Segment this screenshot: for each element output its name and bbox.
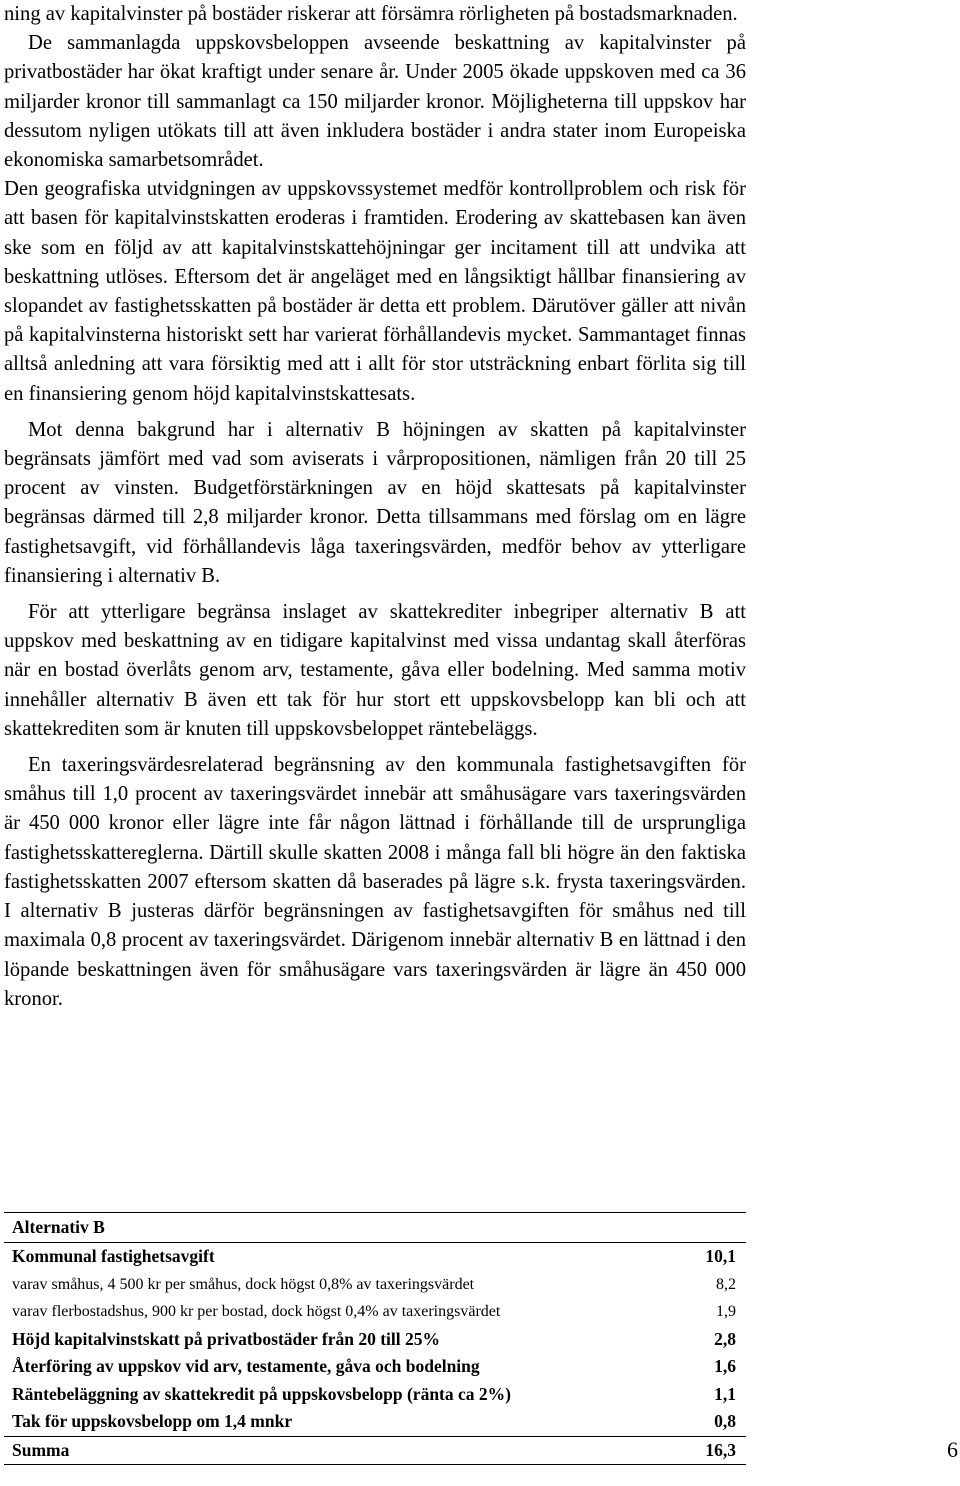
row-label: varav småhus, 4 500 kr per småhus, dock högst 0,8% av taxeringsvärdet — [12, 1275, 475, 1293]
sum-value: 16,3 — [705, 1439, 736, 1460]
paragraph-tax-credits: För att ytterligare begränsa inslaget av skattekrediter inbegriper alternativ B att uppskov med beskattning av en tidigare kapitalvinst med vissa undantag skall återföras när en bostad överlåts genom arv, testamente, gåva eller bodelning. Med samma motiv innehåller alternativ B även ett tak för hur stort ett uppskovsbelopp kan bli och att skattekrediten som är knuten till uppskovsbeloppet räntebeläggs. — [4, 601, 746, 740]
paragraph-uppskov-amounts: De sammanlagda uppskovsbeloppen avseende beskattning av kapitalvinster på privatbostäder har ökat kraftigt under senare år. Under 2005 ökade uppskoven med ca 36 miljarder kronor till sammanlagt ca 150 miljarder kronor. Möjligheterna till uppskov har dessutom nyligen utökats till att även inkludera bostäder i andra stater inom Europeiska ekonomiska samarbetsområdet. — [4, 32, 746, 172]
row-value: 2,8 — [714, 1328, 736, 1349]
table-row — [4, 1243, 746, 1271]
row-value: 1,6 — [714, 1356, 736, 1376]
table-row — [4, 1408, 746, 1436]
paragraph-property-fee-limit: En taxeringsvärdesrelaterad begränsning av den kommunala fastighetsavgiften för småhus till 1,0 procent av taxeringsvärdet innebär att småhusägare vars taxeringsvärden är 450 000 kronor eller lägre inte får någon lättnad i förhållande till de ursprungliga fastighetsskattereglerna. Därtill skulle skatten 2008 i många fall bli högre än den faktiska fastighetsskatten 2007 eftersom skatten då baserades på lägre s.k. frysta taxeringsvärden. I alternativ B justeras därför begränsningen av fastighetsavgiften för småhus ned till maximala 0,8 procent av taxeringsvärdet. Därigenom innebär alternativ B en lättnad i den löpande beskattningen även för småhusägare vars taxeringsvärden är lägre än 450 000 kronor. — [4, 754, 746, 1010]
row-value: 1,9 — [716, 1303, 736, 1320]
row-label: Höjd kapitalvinstskatt på privatbostäder från 20 till 25% — [12, 1328, 440, 1349]
sum-label: Summa — [12, 1439, 70, 1460]
paragraph-continuation: ning av kapitalvinster på bostäder riskerar att försämra rörligheten på bostadsmarknaden. — [4, 3, 738, 25]
row-label: varav flerbostadshus, 900 kr per bostad, dock högst 0,4% av taxeringsvärdet — [12, 1303, 501, 1320]
row-label: Kommunal fastighetsavgift — [12, 1246, 215, 1266]
document-body — [4, 0, 746, 1014]
table-title: Alternativ B — [4, 1212, 746, 1243]
table-row — [4, 1381, 746, 1409]
row-label: Tak för uppskovsbelopp om 1,4 mnkr — [12, 1411, 293, 1431]
row-label: Återföring av uppskov vid arv, testamente, gåva och bodelning — [12, 1356, 480, 1376]
row-value: 0,8 — [714, 1411, 736, 1431]
alternative-b-table — [4, 1212, 746, 1465]
row-value: 10,1 — [705, 1246, 736, 1266]
table-row — [4, 1271, 746, 1299]
table-row — [4, 1326, 746, 1354]
row-value: 8,2 — [716, 1275, 736, 1293]
row-label: Räntebeläggning av skattekredit på uppskovsbelopp (ränta ca 2%) — [12, 1383, 511, 1404]
table-row — [4, 1353, 746, 1381]
paragraph-alternative-b-capital-gains: Mot denna bakgrund har i alternativ B höjningen av skatten på kapitalvinster begränsats jämfört med vad som aviserats i vårpropositionen, nämligen från 20 till 25 procent av vinsten. Budgetförstärkningen av en höjd skattesats på kapitalvinster begränsas därmed till 2,8 miljarder kronor. Detta tillsammans med förslag om en lägre fastighetsavgift, vid förhållandevis låga taxeringsvärden, medför behov av ytterligare finansiering i alternativ B. — [4, 418, 746, 587]
table-sum-row — [4, 1436, 746, 1466]
paragraph-geographic-expansion: Den geografiska utvidgningen av uppskovssystemet medför kontrollproblem och risk för att basen för kapitalvinstskatten eroderas i framtiden. Erodering av skattebasen kan även ske som en följd av att kapitalvinstskattehöjningar ger incitament till att undvika att beskattning utlöses. Eftersom det är angeläget med en långsiktigt hållbar finansiering av slopandet av fastighetsskatten på bostäder är detta ett problem. Därutöver gäller att nivån på kapitalvinsterna historiskt sett har varierat förhållandevis mycket. Sammantaget finnas alltså anledning att vara försiktig med att i allt för stor utsträckning enbart förlita sig till en finansiering genom höjd kapitalvinstskattesats. — [4, 178, 746, 405]
row-value: 1,1 — [714, 1383, 736, 1404]
page-number: 6 — [947, 1437, 958, 1462]
table-row — [4, 1298, 746, 1326]
